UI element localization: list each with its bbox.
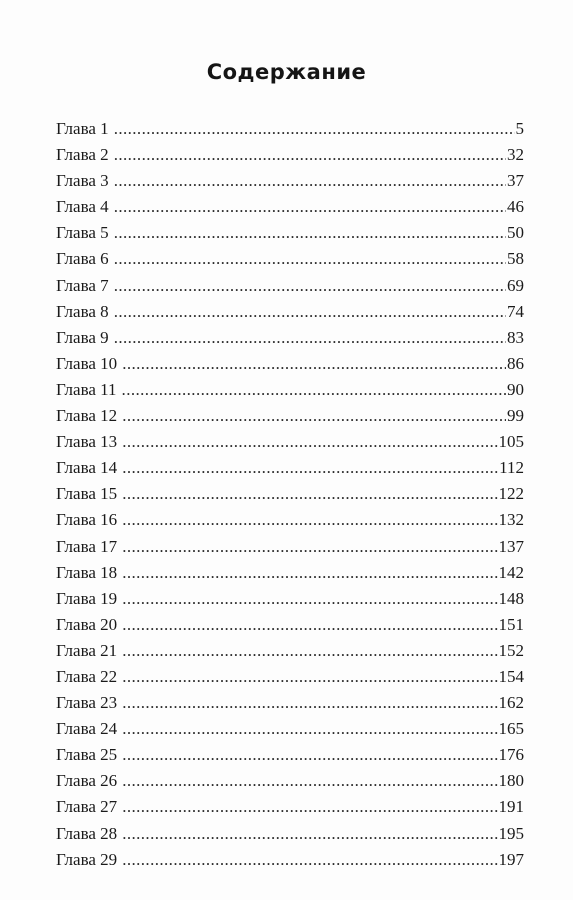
toc-chapter-label: Глава 27 [56,797,118,817]
toc-entry [56,325,524,351]
toc-page-number: 137 [498,536,524,556]
toc-dot-leader [122,403,506,429]
toc-entry [56,507,524,533]
toc-page-number: 50 [507,223,524,243]
toc-entry [56,664,524,690]
toc-chapter-label: Глава 3 [56,171,109,191]
toc-entry [56,403,524,429]
toc-chapter-label: Глава 16 [56,510,118,530]
toc-chapter-label: Глава 21 [56,640,118,660]
toc-dot-leader [122,664,497,690]
toc-entry [56,481,524,507]
toc-dot-leader [122,794,497,820]
page-title: Содержание [206,60,367,84]
toc-page-number: 151 [498,614,524,634]
toc-page-number: 162 [498,693,524,713]
toc-dot-leader [122,612,497,638]
toc-chapter-label: Глава 20 [56,614,118,634]
toc-page-number: 154 [498,666,524,686]
toc-chapter-label: Глава 19 [56,588,118,608]
toc-chapter-label: Глава 15 [56,484,118,504]
toc-entry [56,586,524,612]
toc-chapter-label: Глава 18 [56,562,118,582]
toc-entry [56,273,524,299]
toc-page-number: 112 [499,458,524,478]
toc-entry [56,220,524,246]
toc-chapter-label: Глава 25 [56,745,118,765]
toc-dot-leader [122,638,497,664]
toc-entry [56,742,524,768]
toc-entry [56,429,524,455]
toc-dot-leader [122,429,497,455]
toc-page-number: 180 [498,771,524,791]
toc-chapter-label: Глава 29 [56,849,118,869]
toc-entry [56,377,524,403]
toc-entry [56,299,524,325]
toc-chapter-label: Глава 8 [56,301,109,321]
toc-entry [56,142,524,168]
toc-dot-leader [122,716,497,742]
toc-entry [56,794,524,820]
toc-page-number: 105 [498,432,524,452]
toc-page-number: 58 [507,249,524,269]
toc-chapter-label: Глава 24 [56,719,118,739]
toc-dot-leader [122,534,497,560]
toc-chapter-label: Глава 11 [56,379,117,399]
toc-chapter-label: Глава 1 [56,119,109,138]
toc-chapter-label: Глава 6 [56,249,109,269]
toc-chapter-label: Глава 5 [56,223,109,243]
toc-entry [56,351,524,377]
toc-chapter-label: Глава 4 [56,197,109,217]
toc-dot-leader [122,351,506,377]
toc-entry [56,534,524,560]
toc-entry [56,716,524,742]
toc-chapter-label: Глава 26 [56,771,118,791]
toc-dot-leader [122,690,497,716]
toc-page-number: 197 [498,849,524,869]
toc-page-number: 83 [507,327,524,347]
toc-chapter-label: Глава 22 [56,666,118,686]
toc-page-number: 122 [498,484,524,504]
toc-dot-leader [114,273,506,299]
toc-chapter-label: Глава 13 [56,432,118,452]
toc-entry [56,455,524,481]
toc-entry [56,768,524,794]
toc-entry [56,246,524,272]
toc-entry [56,194,524,220]
toc-chapter-label: Глава 10 [56,353,118,373]
toc-dot-leader [114,142,506,168]
toc-page-number: 142 [498,562,524,582]
toc-dot-leader [114,299,506,325]
toc-dot-leader [114,194,506,220]
toc-entry [56,821,524,847]
toc-page-number: 32 [507,145,524,165]
toc-dot-leader [122,481,497,507]
toc-page-number: 99 [507,406,524,426]
toc-entry [56,612,524,638]
toc-entry [56,690,524,716]
toc-page-number: 69 [507,275,524,295]
table-of-contents [56,116,524,873]
toc-page-number: 86 [507,353,524,373]
toc-chapter-label: Глава 9 [56,327,109,347]
toc-dot-leader [122,847,497,873]
toc-page-number: 195 [498,823,524,843]
toc-page-number: 191 [498,797,524,817]
toc-page-number: 152 [498,640,524,660]
toc-dot-leader [122,455,498,481]
toc-chapter-label: Глава 12 [56,406,118,426]
toc-page-number: 132 [498,510,524,530]
toc-chapter-label: Глава 17 [56,536,118,556]
toc-entry [56,847,524,873]
toc-dot-leader [122,586,497,612]
toc-dot-leader [114,325,506,351]
toc-entry [56,168,524,194]
toc-dot-leader [114,116,515,142]
toc-entry [56,638,524,664]
toc-dot-leader [114,246,506,272]
toc-chapter-label: Глава 14 [56,458,118,478]
toc-dot-leader [122,821,497,847]
toc-page-number: 46 [507,197,524,217]
toc-page-number: 37 [507,171,524,191]
toc-dot-leader [114,220,506,246]
toc-entry [56,560,524,586]
toc-dot-leader [122,377,506,403]
toc-page-number: 90 [507,379,524,399]
toc-dot-leader [122,742,497,768]
toc-dot-leader [114,168,506,194]
toc-page-number: 148 [498,588,524,608]
toc-dot-leader [122,768,497,794]
toc-chapter-label: Глава 28 [56,823,118,843]
toc-entry [56,116,524,142]
toc-page-number: 74 [507,301,524,321]
toc-dot-leader [122,507,497,533]
toc-chapter-label: Глава 23 [56,693,118,713]
toc-chapter-label: Глава 2 [56,145,109,165]
toc-page-number: 165 [498,719,524,739]
toc-dot-leader [122,560,497,586]
toc-chapter-label: Глава 7 [56,275,109,295]
toc-page-number: 176 [498,745,524,765]
toc-page-number: 5 [515,119,524,138]
